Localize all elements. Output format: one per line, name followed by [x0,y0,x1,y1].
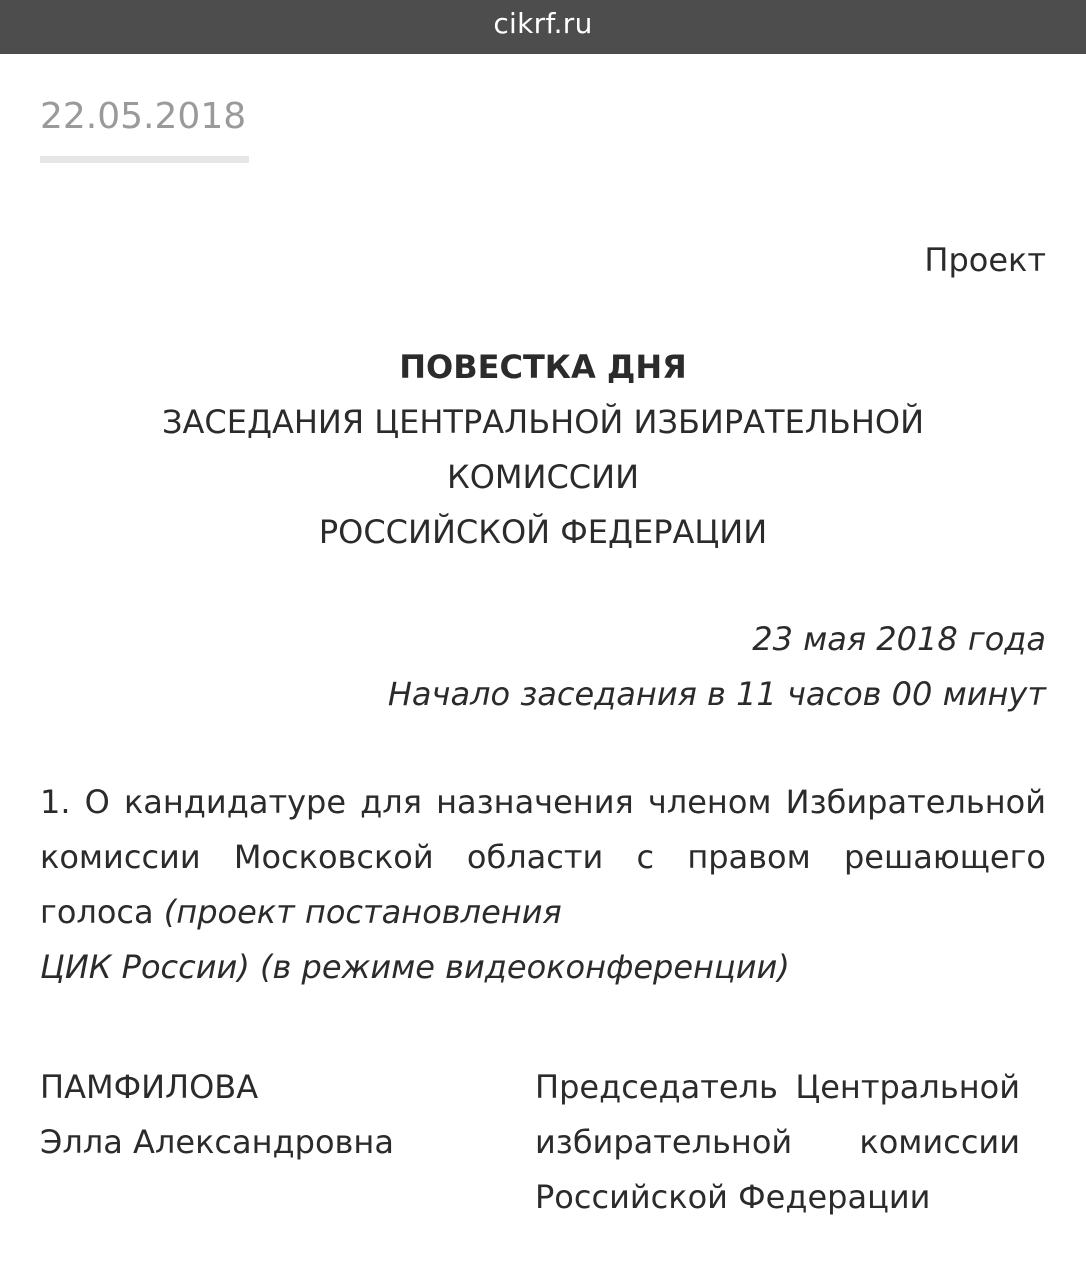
agenda-item-1-line-3-italic: (проект постановления [163,893,562,931]
agenda-item-1-line-2: комиссии Московской области с правом решающего [40,838,1046,876]
agenda-item-1-line-1: 1. О кандидатуре для назначения членом Избирательной [40,783,1046,821]
document-heading [40,340,1046,560]
agenda-item-1 [40,775,1046,995]
date-underline-divider [40,156,249,163]
heading-line-2: КОМИССИИ [446,458,639,496]
position-line-3: Российской Федерации [535,1178,931,1216]
heading-line-1: ЗАСЕДАНИЯ ЦЕНТРАЛЬНОЙ ИЗБИРАТЕЛЬНОЙ [162,403,924,441]
meeting-start-time: Начало заседания в 11 часов 00 минут [387,675,1046,713]
position-line-2: избирательной комиссии [535,1123,1020,1161]
signatory-name [40,1060,480,1170]
browser-address-bar[interactable] [0,0,1086,54]
agenda-item-1-line-3-plain: голоса [40,893,164,931]
signatory-given-names: Элла Александровна [40,1123,394,1161]
signatory-position [535,1060,1020,1225]
heading-line-3: РОССИЙСКОЙ ФЕДЕРАЦИИ [318,513,768,551]
agenda-title: ПОВЕСТКА ДНЯ [399,348,687,386]
meeting-info [388,612,1046,722]
agenda-item-1-line-3 [40,885,1046,940]
url-text[interactable]: cikrf.ru [493,6,593,40]
publication-date: 22.05.2018 [40,96,247,137]
draft-label: Проект [924,241,1046,279]
meeting-date: 23 мая 2018 года [752,620,1046,658]
position-line-1: Председатель Центральной [535,1068,1020,1106]
signatory-surname: ПАМФИЛОВА [40,1068,259,1106]
agenda-item-1-line-4: ЦИК России) (в режиме видеоконференции) [40,948,790,986]
